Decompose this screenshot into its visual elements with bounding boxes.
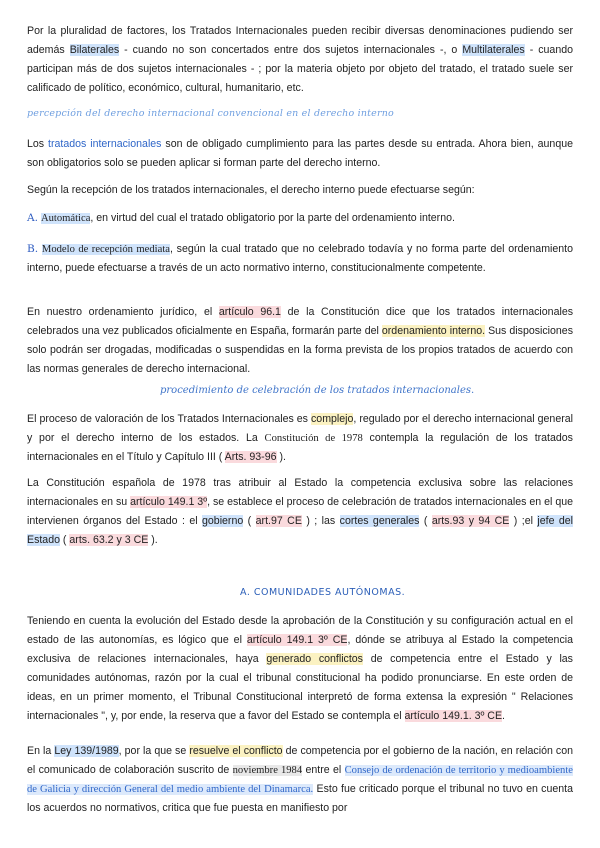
- text: , por la que se: [118, 745, 190, 757]
- paragraph-tratados: [27, 135, 573, 173]
- highlight-gobierno: gobierno: [202, 515, 244, 527]
- text: , en virtud del cual el tratado obligatorio por la parte del ordenamiento interno.: [90, 212, 455, 224]
- text: En la: [27, 745, 55, 757]
- text: .: [502, 710, 505, 722]
- text: ).: [276, 451, 286, 463]
- text: de la Constitución dice que los tratados internacionales celebrados una vez publicados oficialmente en España, formarán parte del: [27, 306, 574, 337]
- highlight-arts-63-2: arts. 63.2 y 3 CE: [69, 534, 149, 546]
- text: Teniendo en cuenta la evolución del Estado desde la aprobación de la Constitución y su configuración actual en el estado de las autonomías, es lógico que el: [27, 615, 573, 646]
- highlight-cortes-generales: cortes generales: [339, 515, 420, 527]
- highlight-modelo-recepcion-mediata: Modelo de recepción mediata: [41, 244, 170, 255]
- text: - cuando participan más de dos sujetos internacionales - ; por la materia objeto por objeto del tratado, el tratado suele ser calificado de político, económico, cultural, humanitario, etc.: [27, 44, 573, 94]
- text-constitucion-1978: Constitución de 1978: [264, 433, 363, 444]
- paragraph-proceso: [27, 410, 573, 467]
- text: - cuando no son concertados entre dos sujetos internacionales -, o: [119, 44, 463, 56]
- list-item-modelo-mediata: [27, 240, 573, 278]
- text: Sus disposiciones solo podrán ser drogadas, modificadas o suspendidas en la forma prevista de los propios tratados de acuerdo con las normas generales de derecho internacional.: [27, 325, 573, 375]
- highlight-articulo-149-1-3: artículo 149.1 3º CE: [246, 634, 348, 646]
- text: ) ;el: [509, 515, 538, 527]
- text: de competencia entre el Estado y las comunidades autónomas, razón por la cual el tribunal constitucional ha podido pronunciarse. En este orden de ideas, en un primer momento, el Tribunal Constitucional interpretó de forma extensa la expresión " Relaciones internacionales ", y, por ende, la reserva que a favor del Estado se contempla el: [27, 653, 573, 722]
- list-letter: A.: [27, 212, 39, 224]
- list-letter: B.: [27, 243, 39, 255]
- paragraph-constitucion: [27, 474, 573, 550]
- highlight-arts-93-94: arts.93 y 94 CE: [431, 515, 510, 527]
- paragraph-comunidades: [27, 612, 573, 726]
- highlight-complejo: complejo: [311, 413, 354, 425]
- text: de competencia por el gobierno de la nación, en relación con el comunicado de colaboración suscrito de: [27, 745, 573, 776]
- text: , dónde se atribuya al Estado la competencia exclusiva de relaciones internacionales, haya: [27, 634, 573, 665]
- highlight-multilaterales: Multilaterales: [462, 44, 525, 56]
- highlight-automatica: Automática: [40, 213, 91, 224]
- text: , se establece el proceso de celebración de tratados internacionales en el que intervienen órganos del Estado : el: [27, 496, 573, 527]
- text: entre el: [302, 764, 345, 776]
- paragraph-denominaciones: [27, 22, 573, 98]
- paragraph-ordenamiento: [27, 303, 573, 379]
- section-heading-percepcion: percepción del derecho internacional convencional en el derecho interno: [27, 108, 394, 119]
- section-heading-comunidades: A. COMUNIDADES AUTÓNOMAS.: [240, 587, 406, 598]
- text: , regulado por el derecho internacional general y por el derecho interno de los estados. La: [27, 413, 573, 444]
- text: En nuestro ordenamiento jurídico, el: [27, 306, 219, 318]
- highlight-consejo-ordenacion: Consejo de ordenación de territorio y medioambiente de Galicia y dirección General del medio ambiente del Dinamarca.: [27, 765, 573, 795]
- highlight-ley-139-1989: Ley 139/1989: [54, 745, 119, 757]
- highlight-noviembre-1984: noviembre 1984: [232, 765, 303, 776]
- text: ).: [148, 534, 158, 546]
- highlight-bilaterales: Bilaterales: [69, 44, 120, 56]
- list-item-automatica: [27, 209, 573, 228]
- highlight-articulo-149-1: artículo 149.1 3º: [130, 496, 208, 508]
- text: , según la cual tratado que no celebrado todavía y no forma parte del ordenamiento interno, puede efectuarse a través de un acto normativo interno, constitucionalmente competente.: [27, 243, 573, 274]
- highlight-jefe-del-estado: jefe del Estado: [27, 515, 574, 546]
- text: Esto fue criticado porque el tribunal no tuvo en cuenta los acuerdos no normativos, critica que fue puesta en manifiesto por: [27, 783, 573, 814]
- text: son de obligado cumplimiento para las partes desde su entrada. Ahora bien, aunque son obligatorios solo se pueden aplicar si forman parte del derecho interno.: [27, 138, 573, 169]
- text: ) ; las: [301, 515, 340, 527]
- highlight-resuelve-conflicto: resuelve el conflicto: [189, 745, 283, 757]
- text: Por la pluralidad de factores, los Tratados Internacionales pueden recibir diversas denominaciones pudiendo ser además: [27, 25, 573, 56]
- highlight-tratados-internacionales: tratados internacionales: [48, 138, 162, 150]
- text: contempla la regulación de los tratados internacionales en el Título y Capítulo III (: [27, 432, 573, 463]
- section-heading-procedimiento: procedimiento de celebración de los tratados internacionales.: [160, 385, 475, 396]
- paragraph-recepcion: Según la recepción de los tratados internacionales, el derecho interno puede efectuarse según:: [27, 184, 475, 196]
- text: La Constitución española de 1978 tras atribuir al Estado la competencia exclusiva sobre las relaciones internacionales en su: [27, 477, 573, 508]
- text: (: [59, 534, 70, 546]
- highlight-art-97: art.97 CE: [255, 515, 302, 527]
- paragraph-ley-139: [27, 742, 573, 818]
- text: (: [243, 515, 256, 527]
- text: Los: [27, 138, 49, 150]
- highlight-generado-conflictos: generado conflictos: [266, 653, 363, 665]
- text: El proceso de valoración de los Tratados Internacionales es: [27, 413, 311, 425]
- highlight-articulo-96-1: artículo 96.1: [218, 306, 281, 318]
- text: (: [419, 515, 432, 527]
- highlight-articulo-149-1-3-ce: artículo 149.1. 3º CE: [404, 710, 503, 722]
- highlight-ordenamiento-interno: ordenamiento interno.: [381, 325, 486, 337]
- highlight-arts-93-96: Arts. 93-96: [224, 451, 277, 463]
